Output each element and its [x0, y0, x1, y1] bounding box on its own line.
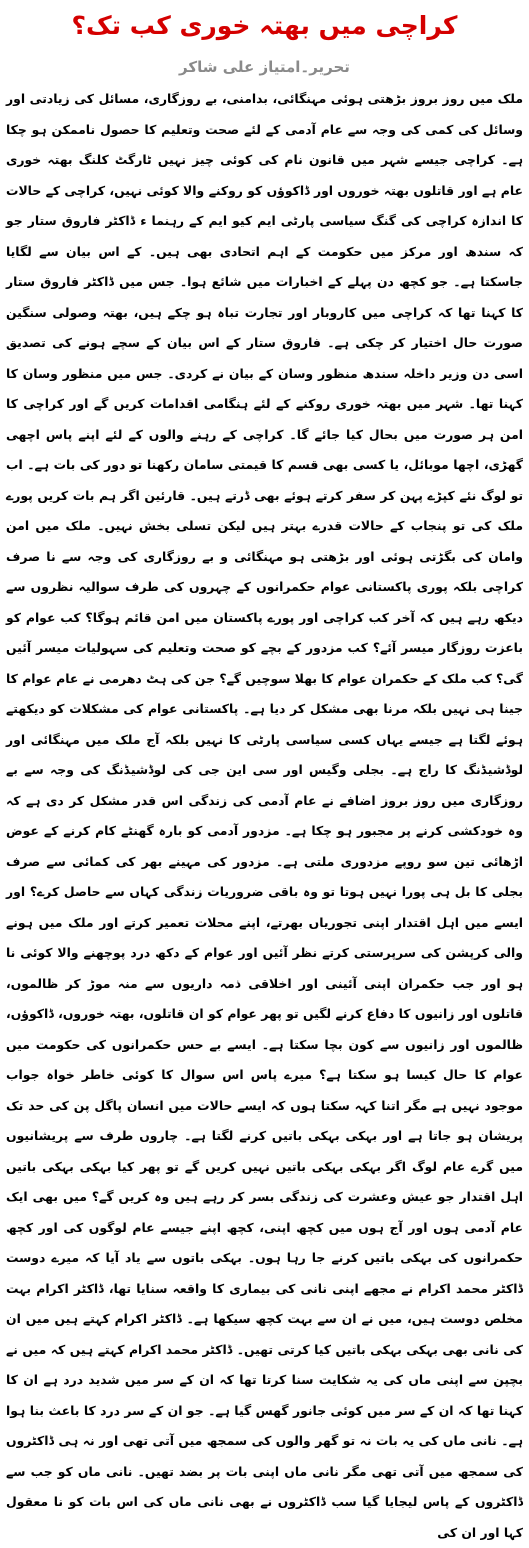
headline: کراچی میں بھتہ خوری کب تک؟ — [71, 11, 458, 40]
article-body: ملک میں روز بروز بڑھتی ہوئی مہنگائی، بدامنی، بے روزگاری، مسائل کی زیادتی اور وسائل کی کمی کی وجہ سے عام آدمی کے لئے صحت وتعلیم کا حصول ناممکن ہو چکا ہے۔ کراچی جیسے شہر میں قانون نام کی کوئی چیز نہیں ٹارگٹ کلنگ بھتہ خوری عام ہے اور قاتلوں بھتہ خوروں اور ڈاکوؤں کو روکنے والا کوئی نہیں، کراچی کے حالات کا اندازہ کراچی کی گنگ سیاسی پارٹی ایم کیو ایم کے رہنما ء ڈاکٹر فاروق ستار جو کہ سندھ اور مرکز میں حکومت کے اہم اتحادی بھی ہیں۔ کے اس بیان سے لگایا جاسکتا ہے۔ جو کچھ دن پہلے کے اخبارات میں شائع ہوا۔ جس میں ڈاکٹر فاروق ستار کا کہنا تھا کہ کراچی میں کاروبار اور تجارت تباہ ہو چکے ہیں، بھتہ وصولی سنگین صورت حال اختیار کر چکی ہے۔ فاروق ستار کے اس بیان کے سچے ہونے کی تصدیق اسی دن وزیر داخلہ سندھ منظور وسان کے بیان نے کردی۔ جس میں منظور وسان کا کہنا تھا۔ شہر میں بھتہ خوری روکنے کے لئے ہنگامی اقدامات کریں گے اور کراچی کا امن ہر صورت میں بحال کیا جائے گا۔ کراچی کے رہنے والوں کے لئے اپنے پاس اچھی گھڑی، اچھا موبائل، یا کسی بھی قسم کا قیمتی سامان رکھنا تو دور کی بات ہے۔ اب تو لوگ نئے کپڑے پہن کر سفر کرتے ہوئے بھی ڈرتے ہیں۔ قارئین اگر ہم بات کریں پورے ملک کی تو پنجاب کے حالات قدرے بہتر ہیں لیکن تسلی بخش نہیں۔ ملک میں امن وامان کی بگڑتی ہوئی اور بڑھتی ہو مہنگائی و بے روزگاری کی وجہ سے نا صرف کراچی بلکہ پوری پاکستانی عوام حکمرانوں کے چہروں کی طرف سوالیہ نظروں سے دیکھ رہے ہیں کہ آخر کب کراچی اور پورے پاکستان میں امن قائم ہوگا؟ کب عوام کو باعزت روزگار میسر آئے؟ کب مزدور کے بچے کو صحت وتعلیم کی سہولیات میسر آئیں گی؟ کب ملک کے حکمران عوام کا بھلا سوچیں گے؟ جن کی ہٹ دھرمی نے عام عوام کا جینا ہی نہیں بلکہ مرنا بھی مشکل کر دیا ہے۔ پاکستانی عوام کی مشکلات کو دیکھتے ہوئے لگتا ہے جیسے یہاں کسی سیاسی پارٹی کا نہیں بلکہ آج ملک میں مہنگائی اور لوڈشیڈنگ کا راج ہے۔ بجلی وگیس اور سی این جی کی لوڈشیڈنگ کی وجہ سے بے روزگاری میں روز بروز اضافے نے عام آدمی کی زندگی اس قدر مشکل کر دی ہے کہ وہ خودکشی کرنے پر مجبور ہو چکا ہے۔ مزدور آدمی کو بارہ گھنٹے کام کرنے کے عوض اڑھائی تین سو روپے مزدوری ملتی ہے۔ مزدور کی مہینے بھر کی کمائی سے صرف بجلی کا بل ہی پورا نہیں ہوتا تو وہ باقی ضروریات زندگی کہاں سے حاصل کرے؟ اور ایسے میں اہل اقتدار اپنی تجوریاں بھرتے، اپنے محلات تعمیر کرتے اور ملک میں ہونے والی کرپشن کی سرپرستی کرتے نظر آئیں اور عوام کے دکھ درد پوچھنے والا کوئی نا ہو اور جب حکمران اپنی آئینی اور اخلاقی ذمہ داریوں سے منہ موڑ کر ظالموں، قاتلوں اور زانیوں کا دفاع کرنے لگیں تو پھر عوام کو ان قاتلوں، بھتہ خوروں، ڈاکوؤں، ظالموں اور زانیوں سے کون بچا سکتا ہے۔ ایسے بے حس حکمرانوں کی حکومت میں عوام کا حال کیسا ہو سکتا ہے؟ میرے پاس اس سوال کا کوئی خاطر خواہ جواب موجود نہیں ہے مگر اتنا کہہ سکتا ہوں کہ ایسے حالات میں انسان پاگل پن کی حد تک پریشان ہو جاتا ہے اور بہکی بہکی باتیں کرنے لگتا ہے۔ چاروں طرف سے پریشانیوں میں گرے عام لوگ اگر بہکی بہکی باتیں نہیں کریں گے تو پھر کیا بہکی بہکی باتیں اہل اقتدار جو عیش وعشرت کی زندگی بسر کر رہے ہیں وہ کریں گے؟ میں بھی ایک عام آدمی ہوں اور آج ہوں میں کچھ اپنی، کچھ اپنے جیسے عام لوگوں کی اور کچھ حکمرانوں کی بہکی باتیں کرنے جا رہا ہوں۔ بہکی باتوں سے یاد آیا کہ میرے دوست ڈاکٹر محمد اکرام نے مجھے اپنی نانی کی بیماری کا واقعہ سنایا تھا، ڈاکٹر اکرام بہت مخلص دوست ہیں، میں نے ان سے بہت کچھ سیکھا ہے۔ ڈاکٹر اکرام کہتے ہیں میں ان کی نانی بھی بہکی بہکی باتیں کیا کرتی تھیں۔ ڈاکٹر محمد اکرام کہتے ہیں کہ میں نے بچپن سے اپنی ماں کی یہ شکایت سنا کرتا تھا کہ ان کے سر میں شدید درد ہے ان کا کہنا تھا کہ ان کے سر میں کوئی جانور گھس گیا ہے۔ جو ان کے سر درد کا باعث بنا ہوا ہے۔ نانی ماں کی یہ بات نہ تو گھر والوں کی سمجھ میں آتی تھی اور نہ ہی ڈاکٹروں کی سمجھ میں آتی تھی مگر نانی ماں اپنی بات پر بضد تھیں۔ نانی ماں کو جب سے ڈاکٹروں کے پاس لیجایا گیا سب ڈاکٹروں نے بھی نانی ماں کی اس بات کو نا معقول کہا اور ان کی — [6, 91, 523, 1540]
byline: تحریر۔امتیاز علی شاکر — [179, 58, 350, 76]
